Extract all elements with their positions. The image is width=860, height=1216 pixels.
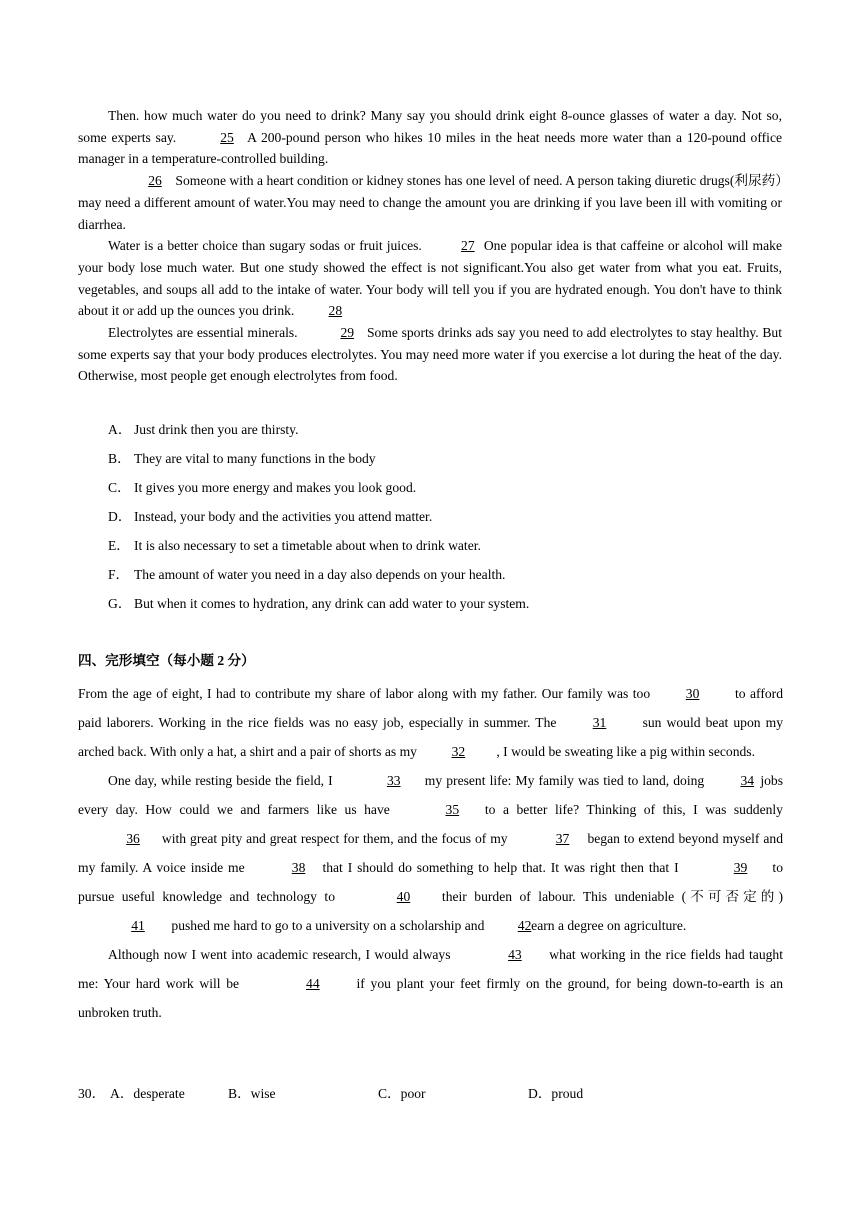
passage-text: my present life: My family was tied to land, doing: [420, 773, 709, 788]
blank-37: 37: [555, 831, 570, 846]
passage-text: Although now I went into academic research, I would always: [108, 947, 455, 962]
reading-paragraph-4: [78, 322, 782, 387]
blank-42: 42: [517, 918, 532, 933]
passage-text: Water is a better choice than sugary sodas or fruit juices.: [108, 238, 422, 254]
option-letter: B．: [108, 451, 131, 466]
option-e: [108, 535, 798, 564]
passage-text: pushed me hard to go to a university on a scholarship and: [168, 918, 488, 933]
cloze-paragraph-3: [78, 940, 783, 1027]
choice-c: C．poor: [378, 1086, 426, 1101]
reading-paragraph-3: [78, 235, 782, 322]
passage-text: earn a degree on agriculture.: [527, 918, 687, 933]
section-title: 四、完形填空（每小题 2 分）: [78, 653, 255, 668]
passage-text: Someone with a heart condition or kidney stones has one level of need. A person taking diuretic drugs(利尿药）may need a different amount of water.You may need to change the amount you are drinking if you lave been ill with vomiting or diarrhea.: [78, 173, 782, 232]
option-text: But when it comes to hydration, any drink can add water to your system.: [134, 596, 530, 611]
cloze-paragraph-2: [78, 766, 783, 940]
passage-text: One day, while resting beside the field, I: [108, 773, 337, 788]
passage-text: jobs every day. How could we and farmers like us have: [78, 773, 783, 817]
passage-text: with great pity and great respect for them, and the focus of my: [158, 831, 512, 846]
choice-a: A．desperate: [110, 1086, 185, 1101]
blank-35: 35: [445, 802, 460, 817]
passage-text: to afford paid laborers. Working in the rice fields was no easy job, especially in summer. The: [78, 686, 783, 730]
cloze-paragraph-1: [78, 679, 783, 766]
option-d: [108, 506, 798, 535]
blank-39: 39: [733, 860, 748, 875]
option-letter: F．: [108, 567, 130, 582]
blank-27: 27: [461, 238, 475, 254]
blank-34: 34: [740, 773, 755, 788]
blank-26: 26: [148, 173, 162, 189]
passage-text: that I should do something to help that. It was right then that I: [317, 860, 684, 875]
passage-text: if you plant your feet firmly on the ground, for being down-to-earth is an unbroken truth.: [78, 976, 784, 1020]
passage-text: Then. how much water do you need to drink? Many say you should drink eight 8-ounce glasses of water a day. Not so, some experts say.: [78, 108, 782, 145]
option-letter: G．: [108, 596, 132, 611]
passage-text: sun would beat upon my arched back. With only a hat, a shirt and a pair of shorts as my: [78, 715, 783, 759]
blank-44: 44: [306, 976, 320, 991]
blank-43: 43: [508, 947, 522, 962]
reading-passage: [78, 105, 782, 387]
blank-29: 29: [340, 325, 355, 341]
option-text: They are vital to many functions in the body: [134, 451, 376, 466]
option-text: Instead, your body and the activities you attend matter.: [134, 509, 433, 524]
passage-text: , I would be sweating like a pig within seconds.: [496, 744, 755, 759]
option-list: [108, 419, 798, 622]
option-text: It is also necessary to set a timetable about when to drink water.: [134, 538, 481, 553]
option-f: [108, 564, 798, 593]
blank-40: 40: [396, 889, 411, 904]
passage-text: their burden of labour. This undeniable (不可否定的): [434, 889, 783, 904]
passage-text: From the age of eight, I had to contribute my share of labor along with my father. Our family was too: [78, 686, 655, 701]
option-c: [108, 477, 798, 506]
option-g: [108, 593, 798, 622]
cloze-passage: [78, 679, 783, 1027]
blank-32: 32: [451, 744, 466, 759]
option-letter: D．: [108, 509, 132, 524]
passage-text: to pursue useful knowledge and technology to: [78, 860, 783, 904]
reading-paragraph-1: [78, 105, 782, 170]
option-letter: A．: [108, 422, 132, 437]
passage-text: Electrolytes are essential minerals.: [108, 325, 302, 341]
option-b: [108, 448, 798, 477]
blank-25: 25: [220, 129, 234, 145]
blank-33: 33: [386, 773, 401, 788]
option-text: It gives you more energy and makes you look good.: [134, 480, 417, 495]
option-text: The amount of water you need in a day also depends on your health.: [134, 567, 506, 582]
option-a: [108, 419, 798, 448]
option-letter: E．: [108, 538, 130, 553]
question-number: 30．: [78, 1086, 106, 1101]
blank-30: 30: [685, 686, 700, 701]
passage-text: began to extend beyond myself and my family. A voice inside me: [78, 831, 783, 875]
choice-b: B．wise: [228, 1086, 276, 1101]
blank-41: 41: [131, 918, 145, 933]
choice-d: D．proud: [528, 1086, 584, 1101]
blank-38: 38: [291, 860, 306, 875]
blank-36: 36: [126, 831, 140, 846]
passage-text: A 200-pound person who hikes 10 miles in the heat needs more water than a 120-pound office manager in a temperature-controlled building.: [78, 129, 783, 167]
passage-text: Some sports drinks ads say you need to add electrolytes to stay healthy. But some experts say that your body produces electrolytes. You may need more water if you exercise a lot during the heat of the day. Otherwise, most people get enough electrolytes from food.: [78, 325, 783, 384]
option-letter: C．: [108, 480, 131, 495]
reading-paragraph-2: [78, 170, 782, 235]
blank-31: 31: [592, 715, 607, 730]
option-text: Just drink then you are thirsty.: [134, 422, 299, 437]
passage-text: to a better life? Thinking of this, I was suddenly: [477, 802, 783, 817]
blank-28: 28: [328, 303, 343, 319]
passage-text: what working in the rice fields had taught me: Your hard work will be: [78, 947, 783, 991]
passage-text: One popular idea is that caffeine or alcohol will make your body lose much water. But one study showed the effect is not significant.You also get water from what you eat. Fruits, vegetables, and soups all add to the intake of water. Your body will tell you if you are hydrated enough. You don't have to think about it or add up the ounces you drink.: [78, 238, 782, 319]
